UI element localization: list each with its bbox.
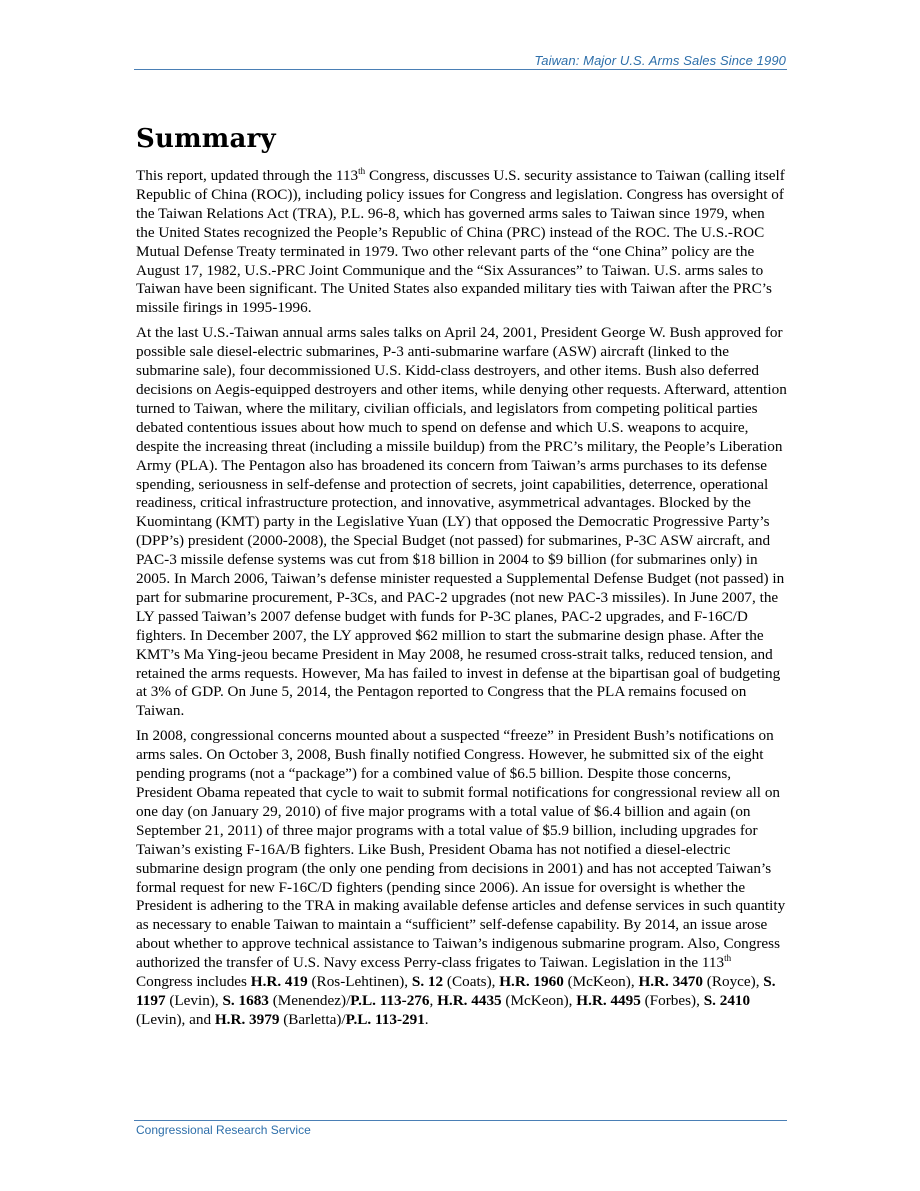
bill-reference: P.L. 113-291 [345, 1010, 425, 1028]
summary-paragraph-2: At the last U.S.-Taiwan annual arms sales talks on April 24, 2001, President George W. Bush approved for possible sale diesel-electric submarines, P-3 anti-submarine warfare (ASW) aircraft (linked to the submarine sale), four decommissioned U.S. Kidd-class destroyers, and other items. Bush also deferred decisions on Aegis-equipped destroyers and other items, while denying other requests. Afterward, attention turned to Taiwan, where the military, civilian officials, and legislators from competing political parties debated contentious issues about how much to spend on defense and which U.S. weapons to acquire, despite the increasing threat (including a missile buildup) from the PRC’s military, the People’s Liberation Army (PLA). The Pentagon also has broadened its concern from Taiwan’s arms purchases to its defense spending, seriousness in self-defense and protection of secrets, joint capabilities, deterrence, operational readiness, critical infrastructure protection, and innovative, asymmetrical advantages. Blocked by the Kuomintang (KMT) party in the Legislative Yuan (LY) that opposed the Democratic Progressive Party’s (DPP’s) president (2000-2008), the Special Budget (not passed) for submarines, P-3C ASW aircraft, and PAC-3 missile defense systems was cut from $18 billion in 2004 to $9 billion (for submarines only) in 2005. In March 2006, Taiwan’s defense minister requested a Supplemental Defense Budget (not passed) in part for submarine procurement, P-3Cs, and PAC-2 upgrades (not new PAC-3 missiles). In June 2007, the LY passed Taiwan’s 2007 defense budget with funds for P-3C planes, PAC-2 upgrades, and F-16C/D fighters. In December 2007, the LY approved $62 million to start the submarine design phase. After the KMT’s Ma Ying-jeou became President in May 2008, he resumed cross-strait talks, reduced tension, and retained the arms requests. However, Ma has failed to invest in defense at the bipartisan goal of budgeting at 3% of GDP. On June 5, 2014, the Pentagon reported to Congress that the PLA remains focused on Taiwan. [136, 324, 787, 720]
summary-heading: Summary [136, 124, 276, 154]
summary-paragraph-1: This report, updated through the 113th Congress, discusses U.S. security assistance to Taiwan (calling itself Republic of China (ROC)), including policy issues for Congress and legislation. Congress has oversight of the Taiwan Relations Act (TRA), P.L. 96-8, which has governed arms sales to Taiwan since 1979, when the United States recognized the People’s Republic of China (PRC) instead of the ROC. The U.S.-ROC Mutual Defense Treaty terminated in 1979. Two other relevant parts of the “one China” policy are the August 17, 1982, U.S.-PRC Joint Communique and the “Six Assurances” to Taiwan. U.S. arms sales to Taiwan have been significant. The United States also expanded military ties with Taiwan after the PRC’s missile firings in 1995-1996. [136, 166, 785, 317]
running-header: Taiwan: Major U.S. Arms Sales Since 1990 [534, 53, 786, 68]
bill-reference: H.R. 1960 [499, 973, 564, 991]
bill-reference: H.R. 3979 [214, 1010, 280, 1028]
bill-reference: S. 12 [411, 973, 444, 991]
bill-reference: H.R. 4495 [576, 991, 641, 1009]
footer-divider [134, 1120, 787, 1121]
bill-reference: S. 1683 [222, 991, 269, 1009]
bill-reference: S. 1197 [136, 973, 776, 1009]
summary-paragraph-3: In 2008, congressional concerns mounted about a suspected “freeze” in President Bush’s notifications on arms sales. On October 3, 2008, Bush finally notified Congress. However, he submitted six of the eight pending programs (not a “package”) for a combined value of $6.5 billion. Despite those concerns, President Obama repeated that cycle to wait to submit formal notifications for congressional review all on one day (on January 29, 2010) of five major programs with a total value of $6.4 billion and again (on September 21, 2011) of three major programs with a total value of $5.9 billion, including upgrades for Taiwan’s existing F-16A/B fighters. Like Bush, President Obama has not notified a diesel-electric submarine design program (the only one pending from decisions in 2001) and has not accepted Taiwan’s formal request for new F-16C/D fighters (pending since 2006). An issue for oversight is whether the President is adhering to the TRA in making available defense articles and defense services in such quantity as necessary to enable Taiwan to maintain a “sufficient” self-defense capability. By 2014, an issue arose about whether to approve technical assistance to Taiwan’s indigenous submarine program. Also, Congress authorized the transfer of U.S. Navy excess Perry-class frigates to Taiwan. Legislation in the 113th Congress includes H.R. 419 (Ros-Lehtinen), S. 12 (Coats), H.R. 1960 (McKeon), H.R. 3470 (Royce), S. 1197 (Levin), S. 1683 (Menendez)/P.L. 113-276, H.R. 4435 (McKeon), H.R. 4495 (Forbes), S. 2410 (Levin), and H.R. 3979 (Barletta)/P.L. 113-291. [136, 727, 786, 1028]
bill-reference: H.R. 3470 [638, 973, 703, 991]
header-divider [134, 69, 787, 70]
footer-organization: Congressional Research Service [136, 1123, 311, 1137]
bill-reference: H.R. 419 [250, 973, 308, 991]
summary-body [136, 167, 787, 1036]
bill-reference: H.R. 4435 [437, 991, 502, 1009]
bill-reference: S. 2410 [703, 991, 751, 1009]
bill-reference: P.L. 113-276 [350, 991, 430, 1009]
